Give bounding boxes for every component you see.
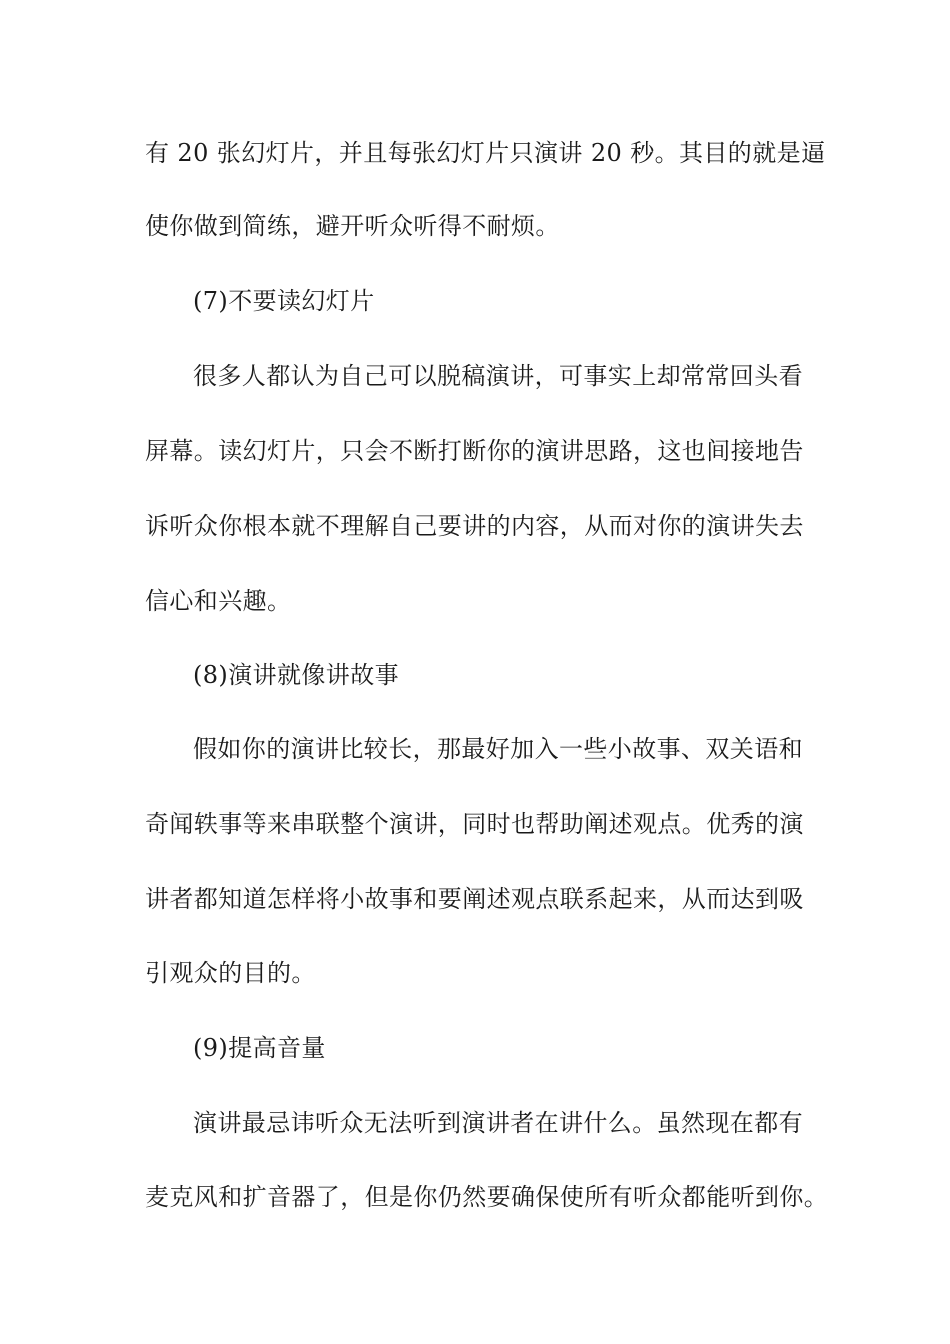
text-line: 很多人都认为自己可以脱稿演讲，可事实上却常常回头看 <box>193 362 803 390</box>
text-line: 屏幕。读幻灯片，只会不断打断你的演讲思路，这也间接地告 <box>145 437 804 465</box>
text-line: 演讲最忌讳听众无法听到演讲者在讲什么。虽然现在都有 <box>193 1109 803 1137</box>
section-heading: (9)提高音量 <box>193 1034 326 1062</box>
text-line: 诉听众你根本就不理解自己要讲的内容，从而对你的演讲失去 <box>145 512 804 540</box>
text-line: 使你做到简练，避开听众听得不耐烦。 <box>145 212 560 240</box>
text-line: 奇闻轶事等来串联整个演讲，同时也帮助阐述观点。优秀的演 <box>145 810 804 838</box>
text-line: 假如你的演讲比较长，那最好加入一些小故事、双关语和 <box>193 735 803 763</box>
section-heading: (7)不要读幻灯片 <box>193 287 375 315</box>
section-heading: (8)演讲就像讲故事 <box>193 661 399 689</box>
text-line: 麦克风和扩音器了，但是你仍然要确保使所有听众都能听到你。 <box>145 1183 829 1211</box>
text-line: 信心和兴趣。 <box>145 587 292 615</box>
text-line: 引观众的目的。 <box>145 959 316 987</box>
text-line: 有 20 张幻灯片，并且每张幻灯片只演讲 20 秒。其目的就是逼 <box>145 139 826 167</box>
text-line: 讲者都知道怎样将小故事和要阐述观点联系起来，从而达到吸 <box>145 885 804 913</box>
